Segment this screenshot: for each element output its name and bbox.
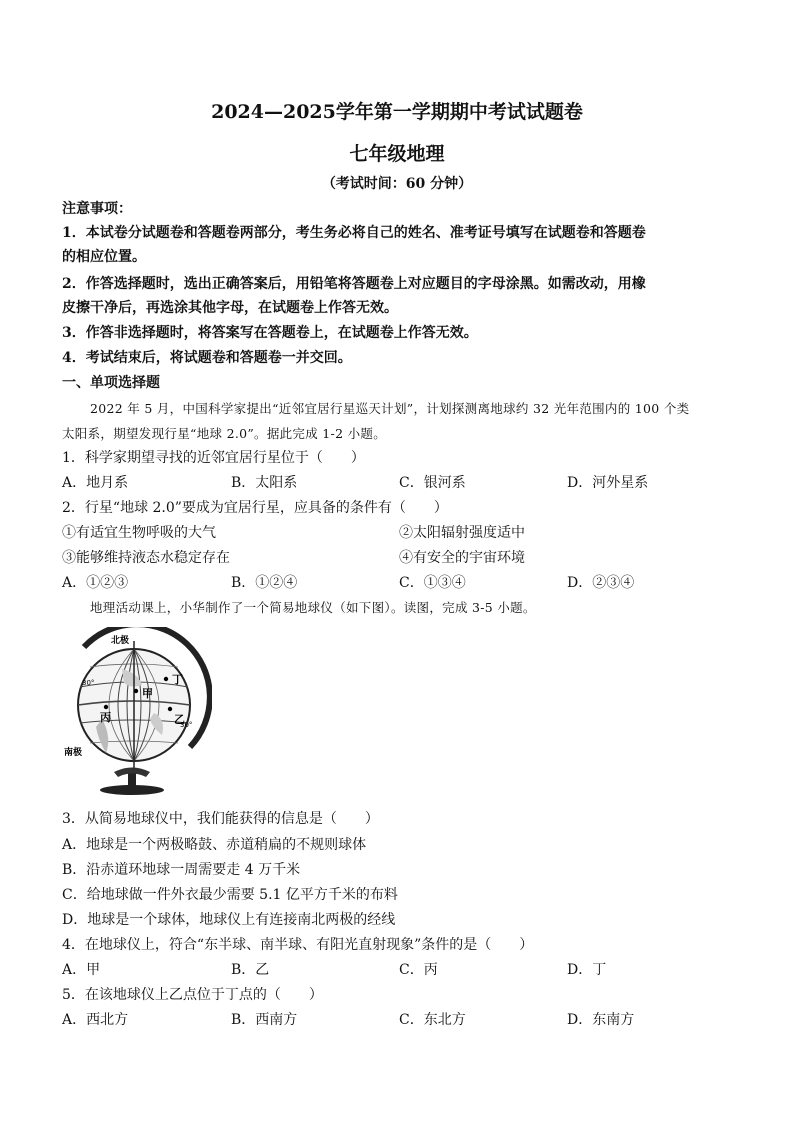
exam-title: 2024—2025学年第一学期期中考试试题卷 xyxy=(211,101,583,123)
globe-figure xyxy=(62,627,212,797)
q4-option-b: B．乙 xyxy=(231,962,270,978)
passage-1-line-1: 2022 年 5 月，中国科学家提出“近邻宜居行星巡天计划”，计划探测离地球约 32 光年范围内的 100 个类 xyxy=(90,401,690,416)
label-bing: 丙 xyxy=(100,711,111,724)
globe-illustration xyxy=(62,627,212,797)
question-5: 5．在该地球仪上乙点位于丁点的（ ） xyxy=(62,987,323,1003)
q2-condition-1: ①有适宜生物呼吸的大气 xyxy=(62,525,216,541)
section-heading: 一、单项选择题 xyxy=(62,375,160,391)
label-south-pole: 南极 xyxy=(64,748,83,758)
exam-time: （考试时间：60 分钟） xyxy=(321,176,473,192)
q2-option-c: C．①③④ xyxy=(399,575,466,591)
q1-option-d: D．河外星系 xyxy=(567,475,649,491)
q2-option-a: A．①②③ xyxy=(62,575,129,591)
q1-option-b: B．太阳系 xyxy=(231,475,298,491)
notice-item-1-cont: 的相应位置。 xyxy=(62,249,146,265)
q3-option-d: D．地球是一个球体，地球仪上有连接南北两极的经线 xyxy=(62,912,396,928)
notice-heading: 注意事项： xyxy=(62,201,132,217)
passage-2: 地理活动课上，小华制作了一个简易地球仪（如下图）。读图，完成 3-5 小题。 xyxy=(90,600,536,615)
question-2: 2．行星“地球 2.0”要成为宜居行星，应具备的条件有（ ） xyxy=(62,500,448,516)
q3-option-c: C．给地球做一件外衣最少需要 5.1 亿平方千米的布料 xyxy=(62,887,398,903)
q5-option-a: A．西北方 xyxy=(62,1012,129,1028)
q4-option-a: A．甲 xyxy=(62,962,101,978)
label-jia: 甲 xyxy=(142,687,153,700)
q5-option-d: D．东南方 xyxy=(567,1012,635,1028)
exam-subtitle: 七年级地理 xyxy=(349,143,445,165)
notice-item-4: 4．考试结束后，将试题卷和答题卷一并交回。 xyxy=(62,350,352,366)
label-north-pole: 北极 xyxy=(111,636,130,646)
q3-option-b: B．沿赤道环地球一周需要走 4 万千米 xyxy=(62,862,301,878)
notice-item-2-cont: 皮擦干净后，再选涂其他字母，在试题卷上作答无效。 xyxy=(62,300,398,316)
notice-item-2: 2．作答选择题时，选出正确答案后，用铅笔将答题卷上对应题目的字母涂黑。如需改动，用橡 xyxy=(62,276,646,292)
q3-option-a: A．地球是一个两极略鼓、赤道稍扁的不规则球体 xyxy=(62,837,367,853)
q2-option-b: B．①②④ xyxy=(231,575,298,591)
label-lat-north: 30° xyxy=(82,679,95,687)
q4-option-d: D．丁 xyxy=(567,962,607,978)
q2-option-d: D．②③④ xyxy=(567,575,635,591)
label-ding: 丁 xyxy=(172,673,183,686)
label-lat-south: 30° xyxy=(180,721,193,729)
notice-item-3: 3．作答非选择题时，将答案写在答题卷上，在试题卷上作答无效。 xyxy=(62,325,478,341)
question-1: 1．科学家期望寻找的近邻宜居行星位于（ ） xyxy=(62,450,365,466)
q4-option-c: C．丙 xyxy=(399,962,438,978)
q1-option-a: A．地月系 xyxy=(62,475,129,491)
question-4: 4．在地球仪上，符合“东半球、南半球、有阳光直射现象”条件的是（ ） xyxy=(62,937,534,953)
notice-item-1: 1．本试卷分试题卷和答题卷两部分，考生务必将自己的姓名、准考证号填写在试题卷和答题卷 xyxy=(62,225,646,241)
q2-condition-3: ③能够维持液态水稳定存在 xyxy=(62,550,230,566)
label-yi: 乙 xyxy=(174,713,185,726)
q1-option-c: C．银河系 xyxy=(399,475,466,491)
q5-option-c: C．东北方 xyxy=(399,1012,466,1028)
passage-1-line-2: 太阳系，期望发现行星“地球 2.0”。据此完成 1-2 小题。 xyxy=(62,426,387,441)
q2-condition-4: ④有安全的宇宙环境 xyxy=(399,550,525,566)
q5-option-b: B．西南方 xyxy=(231,1012,298,1028)
question-3: 3．从简易地球仪中，我们能获得的信息是（ ） xyxy=(62,811,379,827)
q2-condition-2: ②太阳辐射强度适中 xyxy=(399,525,525,541)
